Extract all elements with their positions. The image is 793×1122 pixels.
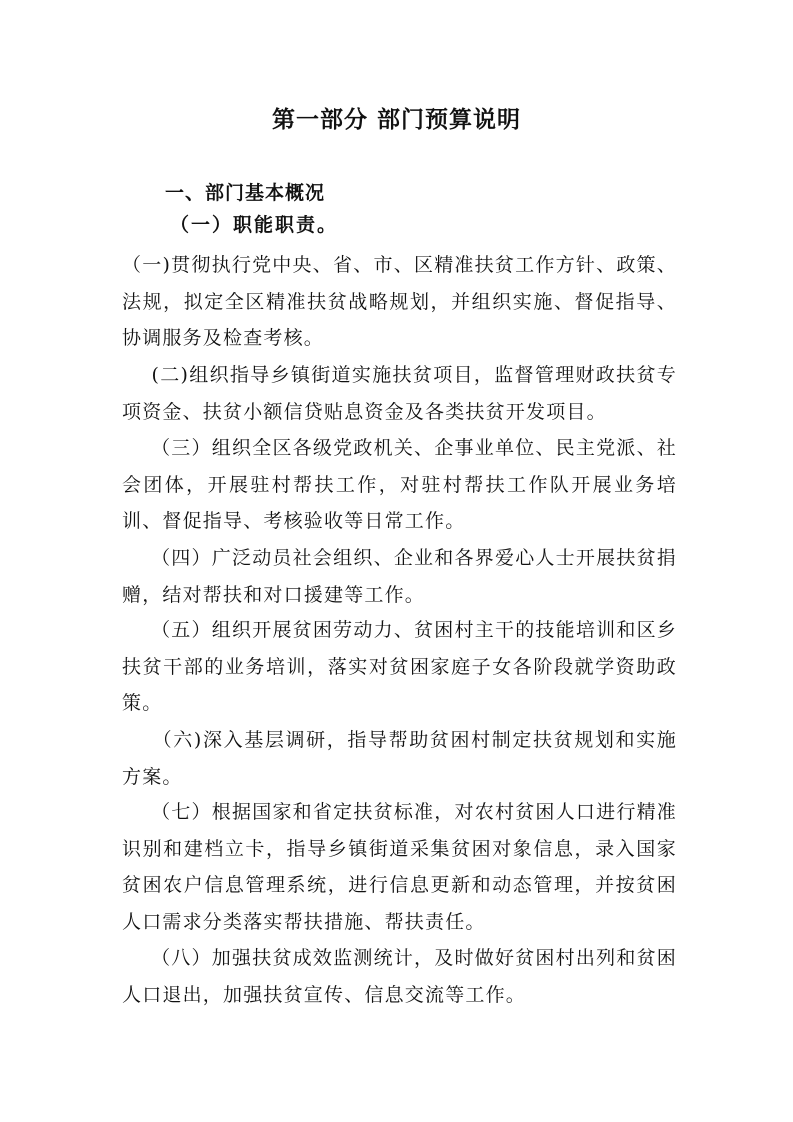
duty-paragraph-3: （三）组织全区各级党政机关、企事业单位、民主党派、社会团体，开展驻村帮扶工作，对驻村帮扶工作队开展业务培训、督促指导、考核验收等日常工作。: [122, 437, 677, 532]
subsection-heading: （一）职能职责。: [170, 214, 339, 236]
duty-paragraph-2: (二)组织指导乡镇街道实施扶贫项目，监督管理财政扶贫专项资金、扶贫小额信贷贴息资金及各类扶贫开发项目。: [122, 364, 677, 423]
duty-paragraph-5: （五）组织开展贫困劳动力、贫困村主干的技能培训和区乡扶贫干部的业务培训，落实对贫困家庭子女各阶段就学资助政策。: [122, 619, 677, 714]
page-title: 第一部分 部门预算说明: [271, 107, 521, 133]
duty-paragraph-8: （八）加强扶贫成效监测统计，及时做好贫困村出列和贫困人口退出，加强扶贫宣传、信息交流等工作。: [122, 947, 677, 1006]
duty-paragraph-7: （七）根据国家和省定扶贫标准，对农村贫困人口进行精准识别和建档立卡，指导乡镇街道采集贫困对象信息，录入国家贫困农户信息管理系统，进行信息更新和动态管理，并按贫困人口需求分类落实帮扶措施、帮扶责任。: [122, 801, 677, 933]
section-heading: 一、部门基本概况: [165, 182, 326, 204]
duty-paragraph-1: （一)贯彻执行党中央、省、市、区精准扶贫工作方针、政策、法规，拟定全区精准扶贫战略规划，并组织实施、督促指导、协调服务及检查考核。: [122, 254, 677, 349]
duty-paragraph-4: （四）广泛动员社会组织、企业和各界爱心人士开展扶贫捐赠，结对帮扶和对口援建等工作。: [122, 547, 677, 606]
duty-paragraph-6: （六)深入基层调研，指导帮助贫困村制定扶贫规划和实施方案。: [122, 729, 677, 788]
